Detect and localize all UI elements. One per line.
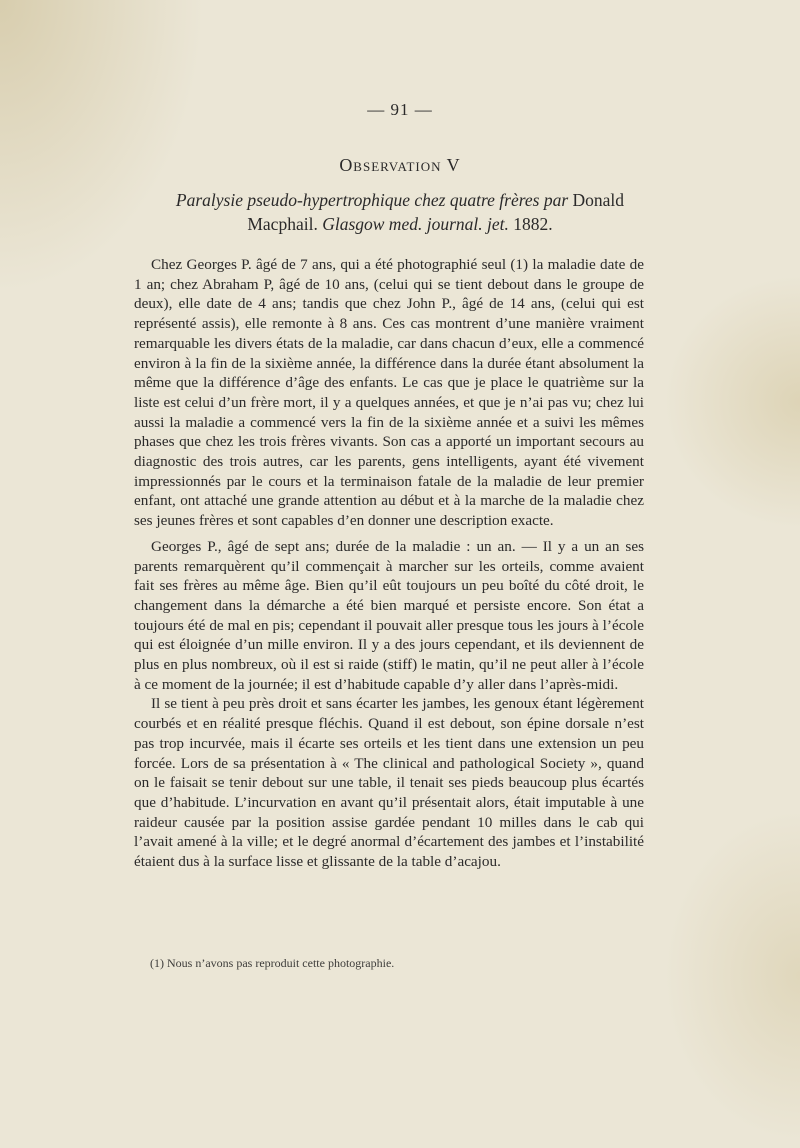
subtitle bbox=[120, 188, 680, 236]
page-number: — 91 — bbox=[367, 100, 433, 119]
paragraph-2: Georges P., âgé de sept ans; durée de la maladie : un an. — Il y a un an ses parents remarquèrent qu’il commençait à marcher sur les orteils, comme avaient fait ses frères au même âge. Bien qu’il eût toujours un peu boîté du côté droit, le changement dans la démarche a été bien marqué et persiste encore. Son état a toujours été de mal en pis; cependant il pouvait aller presque tous les jours à l’école qui est éloignée d’un mille environ. Il y a des jours cependant, et ils deviennent de plus en plus nombreux, où il est si raide (stiff) le matin, qu’il ne peut aller à l’école à ce moment de la journée; il est d’habitude capable d’y aller dans l’après-midi. bbox=[134, 537, 644, 693]
subtitle-journal: Glasgow med. journal. jet. bbox=[322, 214, 509, 234]
footnote: (1) Nous n’avons pas reproduit cette photographie. bbox=[150, 956, 395, 970]
subtitle-italic: Paralysie pseudo-hypertrophique chez quatre frères par bbox=[175, 190, 569, 210]
paragraph-1: Chez Georges P. âgé de 7 ans, qui a été photographié seul (1) la maladie date de 1 an; chez Abraham P, âgé de 10 ans, (celui qui se tient debout dans le groupe de deux), elle date de 4 ans; tandis que chez John P., âgé de 14 ans, (celui qui est représenté assis), elle remonte à 8 ans. Ces cas montrent d’une manière vraiment remarquable les divers états de la maladie, car dans chacun d’eux, elle a commencé environ à la fin de la sixième année, la différence dans la durée étant absolument la même que la différence d’âge des enfants. Le cas que je place le quatrième sur la liste est celui d’un frère mort, il y a quelques années, et que je n’ai pas vu; chez lui aussi la maladie a commencé vers la fin de la sixième année et a suivi les mêmes phases que chez les trois frères vivants. Son cas a apporté un important secours au diagnostic des trois autres, car les parents, gens intelligents, ayant été vivement impressionnés par le cours et la terminaison fatale de la maladie de leur premier enfant, ont attaché une grande attention au début et à la marche de la maladie chez ses jeunes frères et sont capables d’en donner une description exacte. bbox=[134, 256, 644, 530]
observation-title: Observation V bbox=[339, 155, 461, 175]
body-text bbox=[134, 255, 644, 872]
subtitle-author-2: Macphail. bbox=[247, 214, 323, 234]
subtitle-author-1: Donald bbox=[568, 190, 625, 210]
subtitle-year: 1882. bbox=[508, 214, 553, 234]
paragraph-3: Il se tient à peu près droit et sans écarter les jambes, les genoux étant légèrement courbés et en réalité presque fléchis. Quand il est debout, son épine dorsale n’est pas trop incurvée, mais il écarte ses orteils et les tient dans une extension un peu forcée. Lors de sa présentation à « The clinical and pathological Society », quand on le faisait se tenir debout sur une table, il tenait ses pieds beaucoup plus écartés que d’habitude. L’incurvation en avant qu’il présentait alors, était imputable à une raideur causée par la position assise gardée pendant 10 milles dans le cab qui l’avait amené à la ville; et le degré anormal d’écartement des jambes et l’instabilité étaient dus à la surface lisse et glissante de la table d’acajou. bbox=[134, 695, 644, 871]
